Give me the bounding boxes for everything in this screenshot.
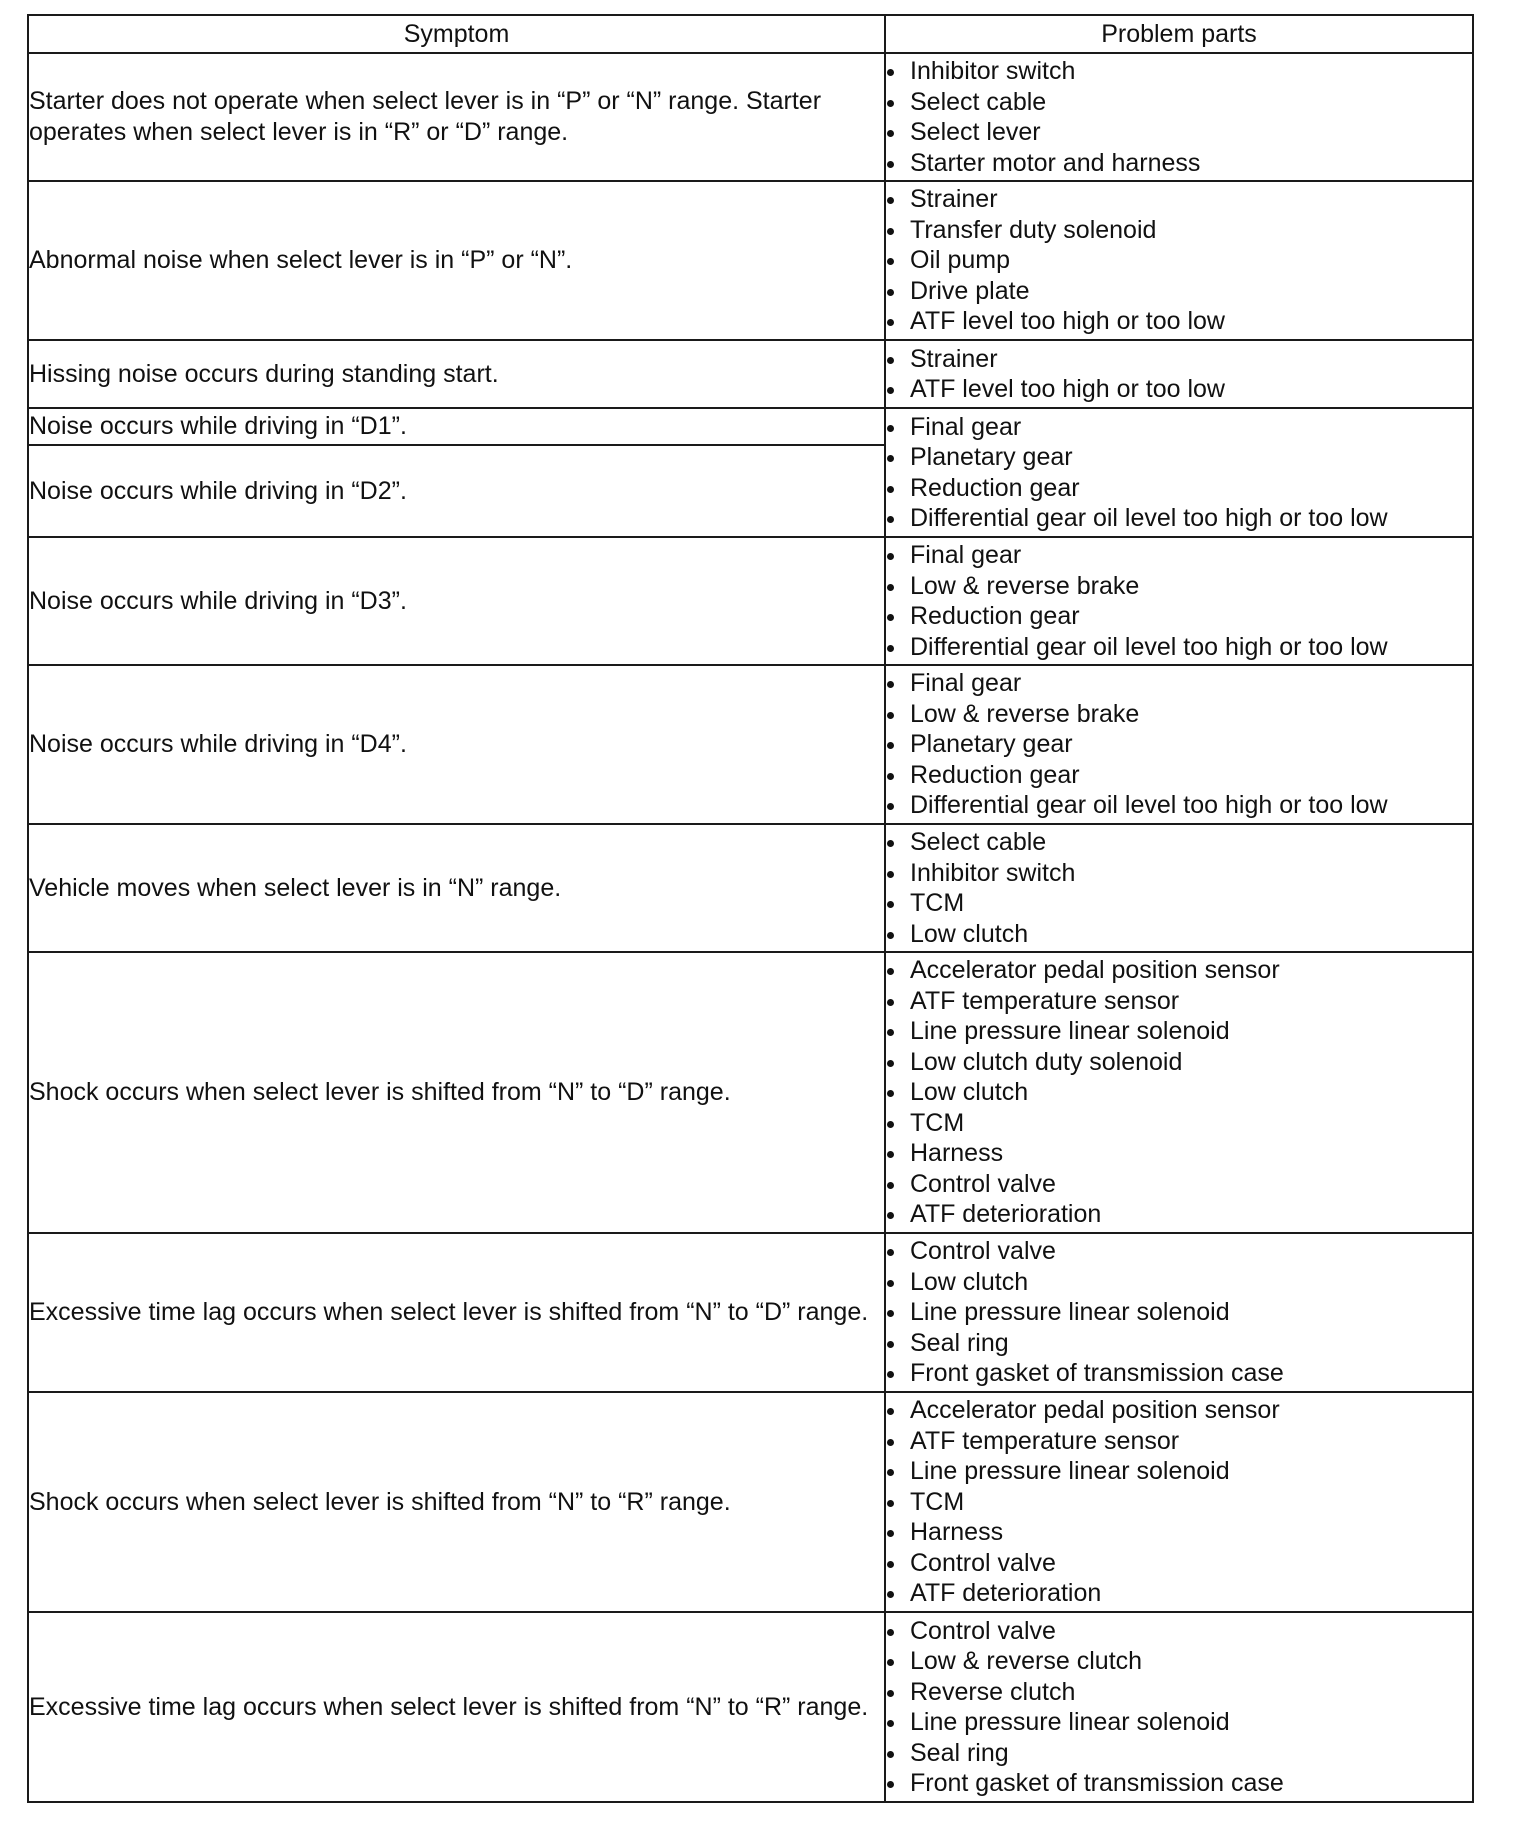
problem-part-item: Strainer — [886, 344, 1472, 375]
problem-part-item: Reverse clutch — [886, 1677, 1472, 1708]
problem-part-item: Inhibitor switch — [886, 858, 1472, 889]
symptom-cell: Excessive time lag occurs when select lever is shifted from “N” to “R” range. — [28, 1612, 885, 1802]
table-row — [28, 1233, 1473, 1392]
problem-part-item: Control valve — [886, 1236, 1472, 1267]
problem-part-item: Low & reverse clutch — [886, 1646, 1472, 1677]
problem-part-item: Select lever — [886, 117, 1472, 148]
problem-part-item: Final gear — [886, 540, 1472, 571]
problem-part-item: Reduction gear — [886, 473, 1472, 504]
table-row — [28, 181, 1473, 340]
table-row — [28, 408, 1473, 445]
problem-part-item: Differential gear oil level too high or too low — [886, 503, 1472, 534]
problem-parts-list — [886, 1395, 1472, 1609]
problem-parts-list — [886, 1236, 1472, 1389]
problem-parts-cell — [885, 665, 1473, 824]
problem-part-item: ATF level too high or too low — [886, 374, 1472, 405]
problem-parts-list — [886, 540, 1472, 662]
problem-part-item: TCM — [886, 1108, 1472, 1139]
problem-part-item: TCM — [886, 888, 1472, 919]
problem-part-item: Low & reverse brake — [886, 571, 1472, 602]
problem-part-item: Inhibitor switch — [886, 56, 1472, 87]
problem-parts-list — [886, 184, 1472, 337]
troubleshooting-table — [27, 14, 1474, 1803]
problem-part-item: Oil pump — [886, 245, 1472, 276]
table-body — [28, 53, 1473, 1802]
problem-part-item: Drive plate — [886, 276, 1472, 307]
problem-part-item: Harness — [886, 1517, 1472, 1548]
problem-parts-column-header: Problem parts — [885, 15, 1473, 53]
problem-part-item: ATF level too high or too low — [886, 306, 1472, 337]
symptom-cell: Starter does not operate when select lever is in “P” or “N” range. Starter operates when select lever is in “R” or “D” range. — [28, 53, 885, 181]
problem-parts-cell — [885, 53, 1473, 181]
problem-part-item: Planetary gear — [886, 442, 1472, 473]
problem-part-item: ATF deterioration — [886, 1578, 1472, 1609]
problem-part-item: Seal ring — [886, 1328, 1472, 1359]
problem-part-item: Transfer duty solenoid — [886, 215, 1472, 246]
problem-part-item: Line pressure linear solenoid — [886, 1707, 1472, 1738]
symptom-cell: Noise occurs while driving in “D3”. — [28, 537, 885, 665]
symptom-cell: Excessive time lag occurs when select lever is shifted from “N” to “D” range. — [28, 1233, 885, 1392]
problem-parts-cell — [885, 537, 1473, 665]
problem-parts-list — [886, 344, 1472, 405]
problem-part-item: ATF deterioration — [886, 1199, 1472, 1230]
problem-part-item: Accelerator pedal position sensor — [886, 1395, 1472, 1426]
problem-parts-cell — [885, 1233, 1473, 1392]
problem-part-item: Strainer — [886, 184, 1472, 215]
problem-part-item: Planetary gear — [886, 729, 1472, 760]
problem-parts-list — [886, 1616, 1472, 1799]
symptom-cell: Shock occurs when select lever is shifted from “N” to “R” range. — [28, 1392, 885, 1612]
problem-parts-cell — [885, 340, 1473, 408]
table-row — [28, 340, 1473, 408]
problem-part-item: Select cable — [886, 827, 1472, 858]
problem-part-item: Low clutch — [886, 1267, 1472, 1298]
problem-part-item: ATF temperature sensor — [886, 1426, 1472, 1457]
symptom-cell: Hissing noise occurs during standing start. — [28, 340, 885, 408]
problem-part-item: Select cable — [886, 87, 1472, 118]
problem-part-item: TCM — [886, 1487, 1472, 1518]
problem-part-item: ATF temperature sensor — [886, 986, 1472, 1017]
table-row — [28, 537, 1473, 665]
problem-part-item: Final gear — [886, 412, 1472, 443]
problem-part-item: Low clutch — [886, 1077, 1472, 1108]
problem-parts-cell — [885, 952, 1473, 1233]
symptom-cell: Noise occurs while driving in “D4”. — [28, 665, 885, 824]
problem-part-item: Low & reverse brake — [886, 699, 1472, 730]
table-row — [28, 824, 1473, 952]
table-row — [28, 1612, 1473, 1802]
problem-part-item: Control valve — [886, 1169, 1472, 1200]
problem-part-item: Front gasket of transmission case — [886, 1768, 1472, 1799]
symptom-cell: Vehicle moves when select lever is in “N” range. — [28, 824, 885, 952]
symptom-cell: Noise occurs while driving in “D2”. — [28, 445, 885, 537]
problem-part-item: Line pressure linear solenoid — [886, 1016, 1472, 1047]
problem-part-item: Differential gear oil level too high or too low — [886, 790, 1472, 821]
table-row — [28, 1392, 1473, 1612]
problem-part-item: Reduction gear — [886, 760, 1472, 791]
problem-parts-list — [886, 827, 1472, 949]
problem-parts-list — [886, 56, 1472, 178]
header-row — [28, 15, 1473, 53]
problem-part-item: Low clutch — [886, 919, 1472, 950]
problem-parts-cell — [885, 181, 1473, 340]
problem-part-item: Control valve — [886, 1548, 1472, 1579]
table-row — [28, 665, 1473, 824]
problem-parts-list — [886, 955, 1472, 1230]
table-row — [28, 53, 1473, 181]
problem-part-item: Seal ring — [886, 1738, 1472, 1769]
symptom-cell: Noise occurs while driving in “D1”. — [28, 408, 885, 445]
symptom-cell: Abnormal noise when select lever is in “P” or “N”. — [28, 181, 885, 340]
problem-part-item: Low clutch duty solenoid — [886, 1047, 1472, 1078]
symptom-column-header: Symptom — [28, 15, 885, 53]
table-row — [28, 952, 1473, 1233]
problem-part-item: Starter motor and harness — [886, 148, 1472, 179]
problem-part-item: Final gear — [886, 668, 1472, 699]
problem-part-item: Front gasket of transmission case — [886, 1358, 1472, 1389]
problem-parts-cell — [885, 824, 1473, 952]
problem-parts-cell — [885, 408, 1473, 537]
problem-parts-cell — [885, 1392, 1473, 1612]
problem-part-item: Line pressure linear solenoid — [886, 1297, 1472, 1328]
problem-part-item: Harness — [886, 1138, 1472, 1169]
problem-parts-list — [886, 668, 1472, 821]
symptom-cell: Shock occurs when select lever is shifted from “N” to “D” range. — [28, 952, 885, 1233]
problem-parts-cell — [885, 1612, 1473, 1802]
problem-part-item: Control valve — [886, 1616, 1472, 1647]
problem-parts-list — [886, 412, 1472, 534]
problem-part-item: Accelerator pedal position sensor — [886, 955, 1472, 986]
problem-part-item: Reduction gear — [886, 601, 1472, 632]
problem-part-item: Differential gear oil level too high or too low — [886, 632, 1472, 663]
problem-part-item: Line pressure linear solenoid — [886, 1456, 1472, 1487]
